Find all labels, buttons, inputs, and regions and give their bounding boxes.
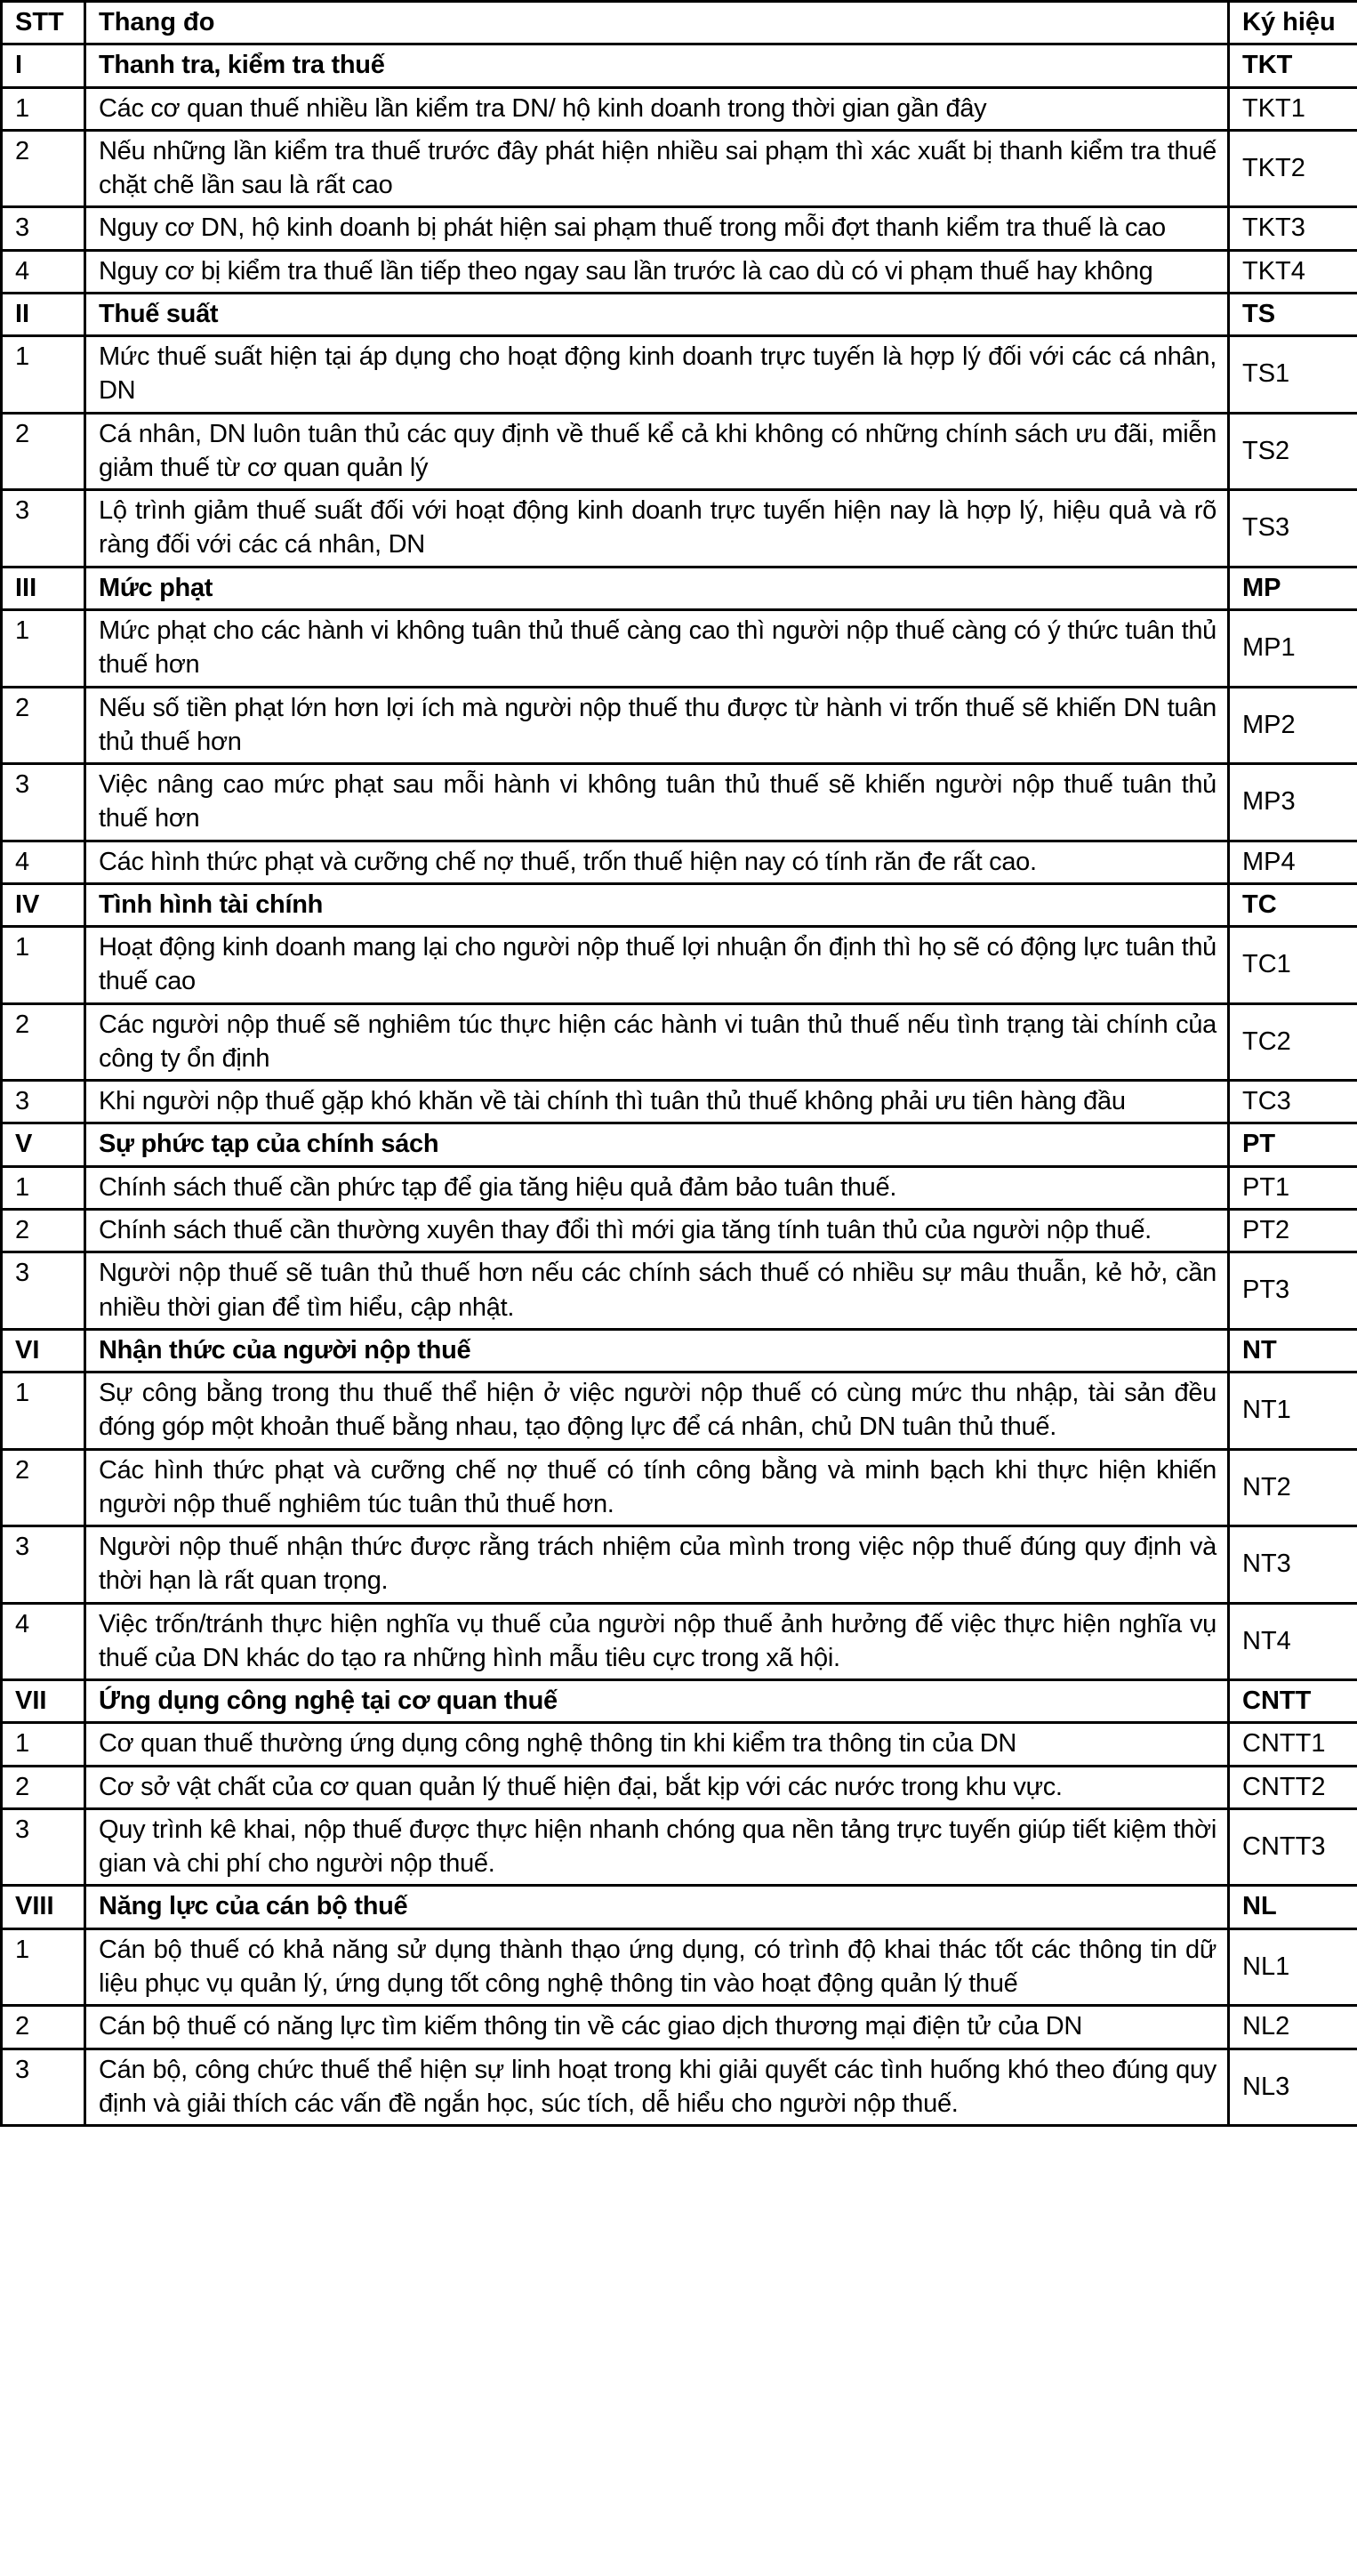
table-row <box>2 687 1357 764</box>
group-title: Thanh tra, kiểm tra thuế <box>85 44 1229 87</box>
item-code: MP2 <box>1229 687 1357 764</box>
item-code: TS2 <box>1229 413 1357 490</box>
item-number: 3 <box>2 1808 85 1886</box>
item-code: CNTT3 <box>1229 1808 1357 1886</box>
item-number: 3 <box>2 764 85 841</box>
item-number: 3 <box>2 1526 85 1604</box>
item-text: Sự công bằng trong thu thuế thể hiện ở việc người nộp thuế có cùng mức thu nhập, tài sản đều đóng góp một khoản thuế bằng nhau, tạo động lực để cá nhân, chủ DN tuân thủ thuế. <box>85 1373 1229 1450</box>
table-row <box>2 207 1357 250</box>
item-number: 3 <box>2 1252 85 1330</box>
item-text: Nguy cơ bị kiểm tra thuế lần tiếp theo ngay sau lần trước là cao dù có vi phạm thuế hay không <box>85 250 1229 293</box>
item-text: Khi người nộp thuế gặp khó khăn về tài chính thì tuân thủ thuế không phải ưu tiên hàng đầu <box>85 1081 1229 1123</box>
item-number: 1 <box>2 1723 85 1766</box>
item-number: 4 <box>2 1603 85 1680</box>
group-title: Nhận thức của người nộp thuế <box>85 1329 1229 1372</box>
item-text: Nguy cơ DN, hộ kinh doanh bị phát hiện sai phạm thuế trong mỗi đợt thanh kiểm tra thuế là cao <box>85 207 1229 250</box>
item-number: 3 <box>2 1081 85 1123</box>
item-text: Các hình thức phạt và cưỡng chế nợ thuế, trốn thuế hiện nay có tính răn đe rất cao. <box>85 841 1229 883</box>
group-code: TKT <box>1229 44 1357 87</box>
item-text: Các hình thức phạt và cưỡng chế nợ thuế có tính công bằng và minh bạch khi thực hiện khiến người nộp thuế nghiêm túc tuân thủ thuế hơn. <box>85 1449 1229 1526</box>
item-code: TKT4 <box>1229 250 1357 293</box>
group-roman: VI <box>2 1329 85 1372</box>
table-row <box>2 1723 1357 1766</box>
item-code: CNTT1 <box>1229 1723 1357 1766</box>
group-code: NT <box>1229 1329 1357 1372</box>
item-text: Cán bộ thuế có năng lực tìm kiếm thông tin về các giao dịch thương mại điện tử của DN <box>85 2006 1229 2049</box>
item-code: NT1 <box>1229 1373 1357 1450</box>
item-code: PT1 <box>1229 1166 1357 1209</box>
group-code: PT <box>1229 1123 1357 1166</box>
group-roman: VII <box>2 1680 85 1723</box>
group-row <box>2 293 1357 335</box>
header-code: Ký hiệu <box>1229 2 1357 44</box>
item-number: 1 <box>2 1928 85 2006</box>
group-row <box>2 1123 1357 1166</box>
header-stt: STT <box>2 2 85 44</box>
item-number: 2 <box>2 687 85 764</box>
table-row <box>2 1928 1357 2006</box>
group-title: Sự phức tạp của chính sách <box>85 1123 1229 1166</box>
item-text: Cán bộ thuế có khả năng sử dụng thành thạo ứng dụng, có trình độ khai thác tốt các thông tin dữ liệu phục vụ quản lý, ứng dụng tốt công nghệ thông tin vào hoạt động quản lý thuế <box>85 1928 1229 2006</box>
group-row <box>2 1329 1357 1372</box>
group-title: Thuế suất <box>85 293 1229 335</box>
item-number: 3 <box>2 207 85 250</box>
item-text: Việc nâng cao mức phạt sau mỗi hành vi không tuân thủ thuế sẽ khiến người nộp thuế tuân thủ thuế hơn <box>85 764 1229 841</box>
group-code: TC <box>1229 883 1357 926</box>
group-row <box>2 1680 1357 1723</box>
item-number: 4 <box>2 841 85 883</box>
item-number: 4 <box>2 250 85 293</box>
item-code: NL1 <box>1229 1928 1357 2006</box>
item-code: TKT3 <box>1229 207 1357 250</box>
item-code: CNTT2 <box>1229 1766 1357 1808</box>
item-code: PT3 <box>1229 1252 1357 1330</box>
item-code: TS1 <box>1229 336 1357 414</box>
table-row <box>2 609 1357 687</box>
item-number: 1 <box>2 87 85 130</box>
item-text: Hoạt động kinh doanh mang lại cho người nộp thuế lợi nhuận ổn định thì họ sẽ có động lực tuân thủ thuế cao <box>85 927 1229 1004</box>
table-row <box>2 1081 1357 1123</box>
table-row <box>2 1766 1357 1808</box>
group-roman: VIII <box>2 1886 85 1928</box>
item-text: Người nộp thuế nhận thức được rằng trách nhiệm của mình trong việc nộp thuế đúng quy định và thời hạn là rất quan trọng. <box>85 1526 1229 1604</box>
item-number: 3 <box>2 2049 85 2126</box>
item-number: 3 <box>2 490 85 568</box>
item-code: TC3 <box>1229 1081 1357 1123</box>
group-code: TS <box>1229 293 1357 335</box>
table-row <box>2 490 1357 568</box>
table-row <box>2 1003 1357 1081</box>
group-title: Ứng dụng công nghệ tại cơ quan thuế <box>85 1680 1229 1723</box>
item-text: Nếu những lần kiểm tra thuế trước đây phát hiện nhiều sai phạm thì xác xuất bị thanh kiểm tra thuế chặt chẽ lần sau là rất cao <box>85 130 1229 207</box>
item-code: MP1 <box>1229 609 1357 687</box>
group-row <box>2 1886 1357 1928</box>
item-text: Cán bộ, công chức thuế thể hiện sự linh hoạt trong khi giải quyết các tình huống khó theo đúng quy định và giải thích các vấn đề ngắn học, súc tích, dễ hiểu cho người nộp thuế. <box>85 2049 1229 2126</box>
item-text: Các cơ quan thuế nhiều lần kiểm tra DN/ hộ kinh doanh trong thời gian gần đây <box>85 87 1229 130</box>
table-row <box>2 1449 1357 1526</box>
table-row <box>2 841 1357 883</box>
item-code: TC1 <box>1229 927 1357 1004</box>
table-row <box>2 1252 1357 1330</box>
item-number: 2 <box>2 1766 85 1808</box>
table-row <box>2 764 1357 841</box>
table-row <box>2 250 1357 293</box>
item-text: Các người nộp thuế sẽ nghiêm túc thực hiện các hành vi tuân thủ thuế nếu tình trạng tài chính của công ty ổn định <box>85 1003 1229 1081</box>
group-row <box>2 567 1357 609</box>
group-roman: V <box>2 1123 85 1166</box>
group-roman: III <box>2 567 85 609</box>
item-text: Mức phạt cho các hành vi không tuân thủ thuế càng cao thì người nộp thuế càng có ý thức tuân thủ thuế hơn <box>85 609 1229 687</box>
table-row <box>2 1603 1357 1680</box>
group-code: NL <box>1229 1886 1357 1928</box>
header-scale: Thang đo <box>85 2 1229 44</box>
table-row <box>2 87 1357 130</box>
group-row <box>2 883 1357 926</box>
table-row <box>2 1209 1357 1252</box>
item-text: Chính sách thuế cần phức tạp để gia tăng hiệu quả đảm bảo tuân thuế. <box>85 1166 1229 1209</box>
item-number: 2 <box>2 1003 85 1081</box>
item-code: MP3 <box>1229 764 1357 841</box>
item-text: Việc trốn/tránh thực hiện nghĩa vụ thuế của người nộp thuế ảnh hưởng đế việc thực hiện nghĩa vụ thuế của DN khác do tạo ra những hình mẫu tiêu cực trong xã hội. <box>85 1603 1229 1680</box>
table-row <box>2 2049 1357 2126</box>
table-row <box>2 1166 1357 1209</box>
table-row <box>2 2006 1357 2049</box>
table-row <box>2 1526 1357 1604</box>
item-number: 2 <box>2 413 85 490</box>
item-code: PT2 <box>1229 1209 1357 1252</box>
item-number: 2 <box>2 130 85 207</box>
item-number: 2 <box>2 2006 85 2049</box>
group-code: MP <box>1229 567 1357 609</box>
header-row <box>2 2 1357 44</box>
item-code: TKT1 <box>1229 87 1357 130</box>
item-code: TKT2 <box>1229 130 1357 207</box>
table-row <box>2 927 1357 1004</box>
group-roman: IV <box>2 883 85 926</box>
item-number: 1 <box>2 1166 85 1209</box>
item-code: NT3 <box>1229 1526 1357 1604</box>
table-row <box>2 413 1357 490</box>
item-text: Người nộp thuế sẽ tuân thủ thuế hơn nếu các chính sách thuế có nhiều sự mâu thuẫn, kẻ hở, cần nhiều thời gian để tìm hiểu, cập nhật. <box>85 1252 1229 1330</box>
item-code: TC2 <box>1229 1003 1357 1081</box>
table-body <box>2 44 1357 2126</box>
group-row <box>2 44 1357 87</box>
table-row <box>2 1373 1357 1450</box>
group-title: Năng lực của cán bộ thuế <box>85 1886 1229 1928</box>
table-row <box>2 336 1357 414</box>
item-text: Quy trình kê khai, nộp thuế được thực hiện nhanh chóng qua nền tảng trực tuyến giúp tiết kiệm thời gian và chi phí cho người nộp thuế. <box>85 1808 1229 1886</box>
item-number: 2 <box>2 1209 85 1252</box>
item-code: NL2 <box>1229 2006 1357 2049</box>
item-text: Cơ sở vật chất của cơ quan quản lý thuế hiện đại, bắt kịp với các nước trong khu vực. <box>85 1766 1229 1808</box>
item-text: Cá nhân, DN luôn tuân thủ các quy định về thuế kể cả khi không có những chính sách ưu đãi, miễn giảm thuế từ cơ quan quản lý <box>85 413 1229 490</box>
table-row <box>2 1808 1357 1886</box>
group-title: Mức phạt <box>85 567 1229 609</box>
group-roman: II <box>2 293 85 335</box>
item-text: Chính sách thuế cần thường xuyên thay đổi thì mới gia tăng tính tuân thủ của người nộp thuế. <box>85 1209 1229 1252</box>
item-text: Cơ quan thuế thường ứng dụng công nghệ thông tin khi kiểm tra thông tin của DN <box>85 1723 1229 1766</box>
item-text: Lộ trình giảm thuế suất đối với hoạt động kinh doanh trực tuyến hiện nay là hợp lý, hiệu quả và rõ ràng đối với các cá nhân, DN <box>85 490 1229 568</box>
table-row <box>2 130 1357 207</box>
item-number: 1 <box>2 1373 85 1450</box>
group-roman: I <box>2 44 85 87</box>
item-code: NT2 <box>1229 1449 1357 1526</box>
item-code: NT4 <box>1229 1603 1357 1680</box>
item-code: MP4 <box>1229 841 1357 883</box>
item-number: 1 <box>2 336 85 414</box>
item-text: Mức thuế suất hiện tại áp dụng cho hoạt động kinh doanh trực tuyến là hợp lý đối với các cá nhân, DN <box>85 336 1229 414</box>
item-number: 1 <box>2 927 85 1004</box>
item-number: 2 <box>2 1449 85 1526</box>
item-number: 1 <box>2 609 85 687</box>
item-code: NL3 <box>1229 2049 1357 2126</box>
group-title: Tình hình tài chính <box>85 883 1229 926</box>
item-code: TS3 <box>1229 490 1357 568</box>
item-text: Nếu số tiền phạt lớn hơn lợi ích mà người nộp thuế thu được từ hành vi trốn thuế sẽ khiến DN tuân thủ thuế hơn <box>85 687 1229 764</box>
group-code: CNTT <box>1229 1680 1357 1723</box>
